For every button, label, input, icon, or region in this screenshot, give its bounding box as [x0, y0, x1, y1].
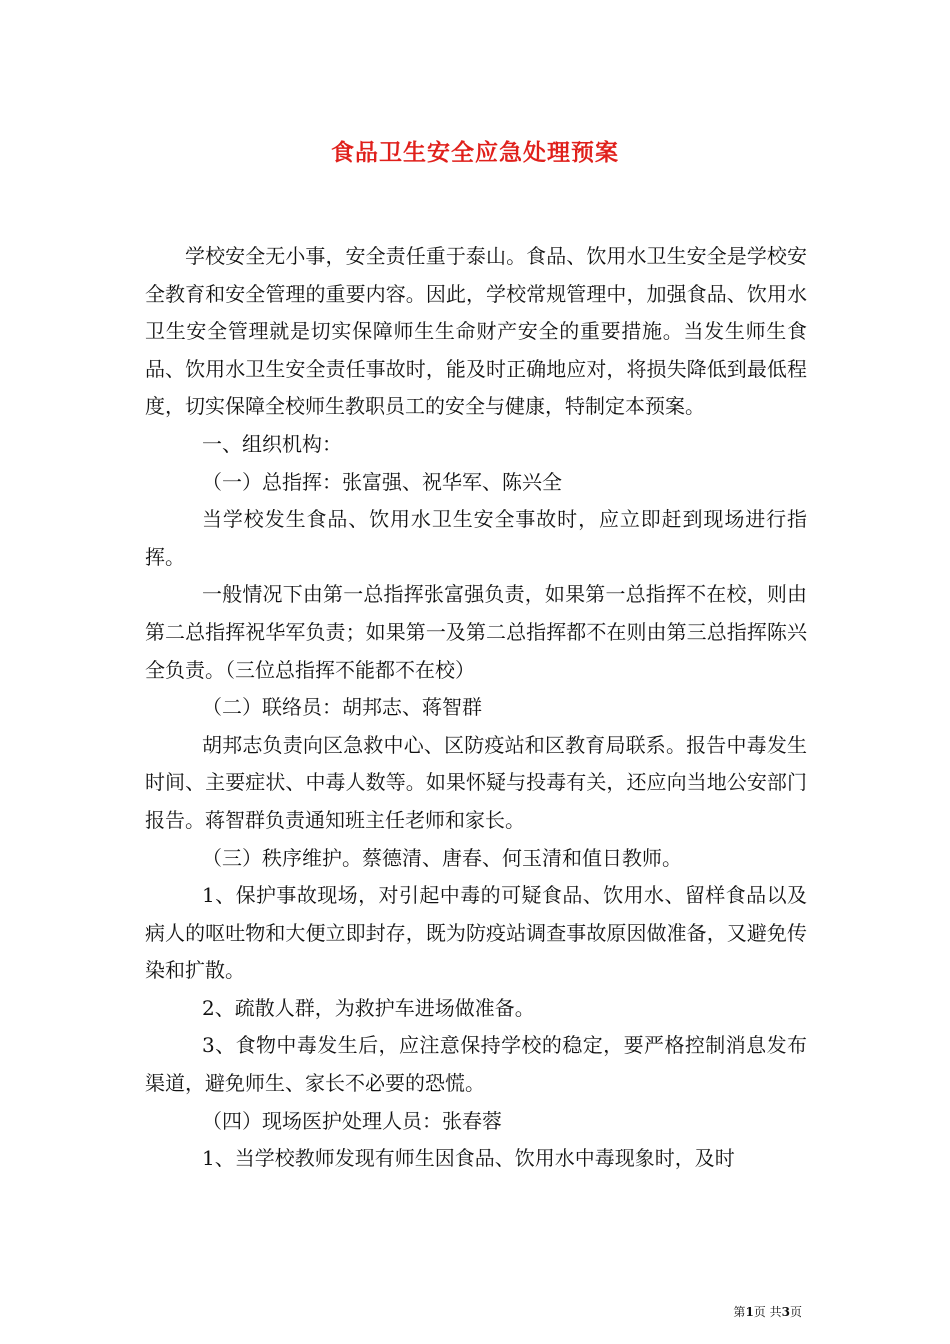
paragraph-commander-order: 一般情况下由第一总指挥张富强负责，如果第一总指挥不在校，则由第二总指挥祝华军负责；如果第一及第二总指挥都不在则由第三总指挥陈兴全负责。（三位总指挥不能都不在校）	[145, 582, 807, 682]
footer-total-pages: 3	[781, 1305, 790, 1319]
page-number-footer	[733, 1303, 802, 1320]
document-body	[145, 238, 807, 1178]
paragraph-order-item-1: 1、保护事故现场，对引起中毒的可疑食品、饮用水、留样食品以及病人的呕吐物和大便立即封存，既为防疫站调查事故原因做准备，又避免传染和扩散。	[145, 883, 807, 983]
footer-middle: 页 共	[753, 1305, 782, 1319]
paragraph-order-item-3: 3、食物中毒发生后，应注意保持学校的稳定，要严格控制消息发布渠道，避免师生、家长不必要的恐慌。	[145, 1033, 807, 1096]
document-title: 食品卫生安全应急处理预案	[331, 139, 619, 166]
subsection-heading-liaison: （二）联络员：胡邦志、蒋智群	[202, 695, 482, 720]
subsection-heading-medical: （四）现场医护处理人员：张春蓉	[202, 1108, 502, 1133]
subsection-heading-commander: （一）总指挥：张富强、祝华军、陈兴全	[202, 469, 562, 494]
section-heading-organization: 一、组织机构：	[202, 431, 342, 456]
paragraph-order-item-2: 2、疏散人群，为救护车进场做准备。	[202, 995, 535, 1020]
footer-prefix: 第	[733, 1305, 746, 1319]
footer-suffix: 页	[789, 1305, 802, 1319]
paragraph-medical-item-1: 1、当学校教师发现有师生因食品、饮用水中毒现象时，及时	[202, 1146, 735, 1171]
paragraph-intro: 学校安全无小事，安全责任重于泰山。食品、饮用水卫生安全是学校安全教育和安全管理的重要内容。因此，学校常规管理中，加强食品、饮用水卫生安全管理就是切实保障师生生命财产安全的重要措施。当发生师生食品、饮用水卫生安全责任事故时，能及时正确地应对，将损失降低到最低程度，切实保障全校师生教职员工的安全与健康，特制定本预案。	[145, 244, 807, 419]
footer-current-page: 1	[745, 1305, 754, 1319]
paragraph-commander-duty: 当学校发生食品、饮用水卫生安全事故时，应立即赶到现场进行指挥。	[145, 507, 807, 569]
paragraph-liaison-duty: 胡邦志负责向区急救中心、区防疫站和区教育局联系。报告中毒发生时间、主要症状、中毒人数等。如果怀疑与投毒有关，还应向当地公安部门报告。蒋智群负责通知班主任老师和家长。	[145, 732, 807, 832]
subsection-heading-order: （三）秩序维护。蔡德清、唐春、何玉清和值日教师。	[202, 845, 682, 870]
